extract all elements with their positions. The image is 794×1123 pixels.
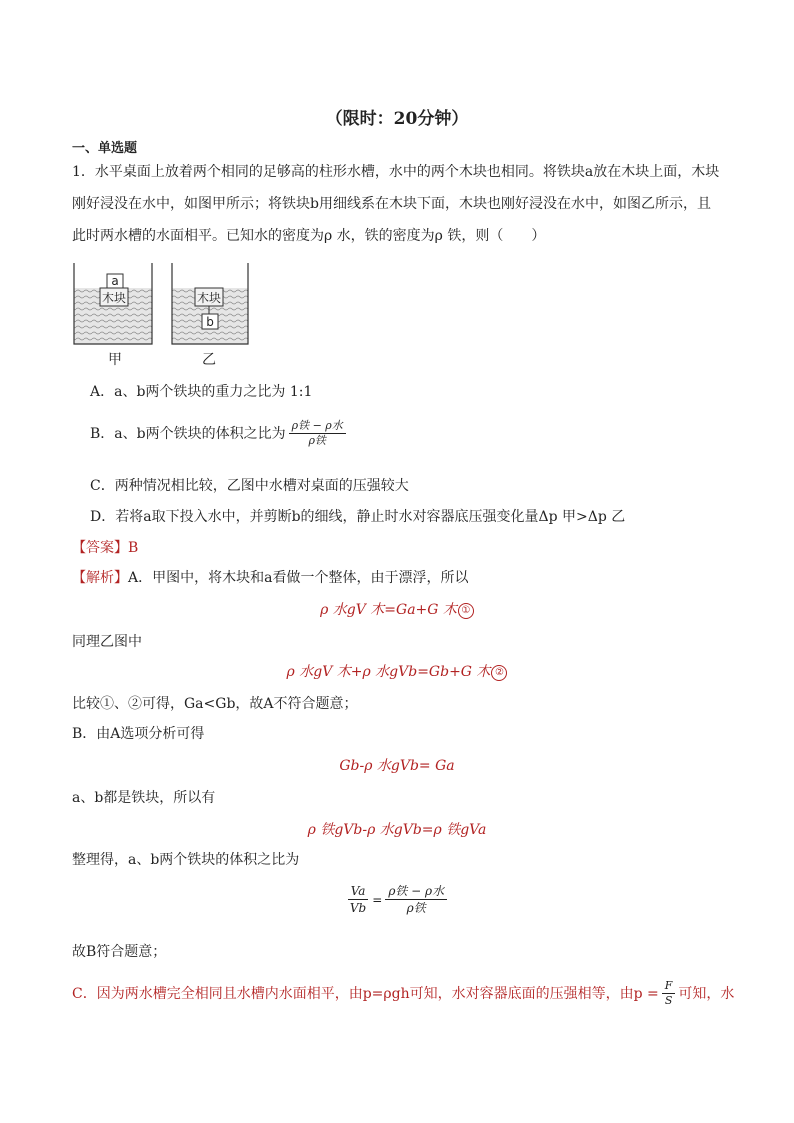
analysis-arrange: 整理得，a、b两个铁块的体积之比为 (72, 852, 300, 868)
question-line-2: 刚好浸没在水中，如图甲所示；将铁块b用细线系在木块下面，木块也刚好浸没在水中，如图乙所示，且 (72, 196, 711, 212)
equation-1 (0, 602, 794, 619)
analysis-c-part2: 可知，水 (678, 985, 735, 1002)
equation-1-marker: ① (458, 603, 474, 619)
option-a: A．a、b两个铁块的重力之比为 1:1 (90, 384, 313, 400)
analysis-same: 同理乙图中 (72, 634, 142, 650)
ratio-right-fraction (385, 884, 447, 915)
question-line-3: 此时两水槽的水面相平。已知水的密度为ρ 水，铁的密度为ρ 铁，则（ ） (72, 228, 546, 244)
block-a-label: a (111, 274, 119, 288)
equation-1-text: ρ 水gV 木=Ga+G 木 (320, 602, 457, 618)
wood-label-yi: 木块 (196, 291, 222, 305)
option-d: D．若将a取下投入水中，并剪断b的细线，静止时水对容器底压强变化量Δp 甲>Δp 乙 (90, 509, 626, 525)
label-jia: 甲 (108, 352, 122, 368)
analysis-c-line (72, 980, 734, 1007)
analysis-tag: 【解析】 (72, 570, 128, 586)
ratio-left-numerator: Va (348, 884, 369, 900)
ratio-equals: = (372, 892, 383, 907)
equation-2 (0, 664, 794, 681)
tank-yi (172, 263, 248, 344)
pressure-numerator: F (662, 980, 676, 994)
section-heading: 一、单选题 (72, 141, 138, 156)
page-title: （限时：20分钟） (325, 109, 469, 129)
analysis-b-intro: B．由A选项分析可得 (72, 726, 205, 742)
analysis-compare: 比较①、②可得，Ga<Gb，故A不符合题意； (72, 696, 358, 712)
option-b-text: B．a、b两个铁块的体积之比为 (90, 425, 286, 442)
ratio-left-fraction (347, 884, 369, 915)
question-line-1: 1．水平桌面上放着两个相同的足够高的柱形水槽，水中的两个木块也相同。将铁块a放在木块上面，木块 (72, 164, 720, 180)
pressure-denominator: S (664, 994, 673, 1007)
analysis-intro-text: A．甲图中，将木块和a看做一个整体，由于漂浮，所以 (128, 570, 469, 586)
equation-3: Gb-ρ 水gVb= Ga (339, 758, 455, 774)
answer-value: B (128, 540, 139, 556)
analysis-both-iron: a、b都是铁块，所以有 (72, 790, 216, 806)
block-b-label: b (206, 315, 214, 329)
option-b-denominator: ρ铁 (308, 434, 326, 447)
answer-tag: 【答案】 (72, 540, 128, 556)
tank-figure (68, 258, 258, 370)
equation-2-marker: ② (491, 665, 507, 681)
answer-line (72, 540, 138, 556)
wood-label-jia: 木块 (101, 291, 127, 305)
ratio-right-numerator: ρ铁 − ρ水 (385, 884, 447, 900)
analysis-c-part1: C．因为两水槽完全相同且水槽内水面相平，由p=ρgh可知，水对容器底面的压强相等，由p = (72, 985, 659, 1002)
equation-2-text: ρ 水gV 木+ρ 水gVb=Gb+G 木 (286, 664, 491, 680)
analysis-intro (72, 570, 468, 586)
pressure-fraction (662, 980, 676, 1007)
option-b-numerator: ρ铁 − ρ水 (289, 420, 346, 434)
tank-jia (74, 263, 152, 344)
option-b (90, 420, 349, 447)
option-b-fraction (289, 420, 346, 447)
analysis-b-conclusion: 故B符合题意； (72, 944, 167, 960)
option-c: C．两种情况相比较，乙图中水槽对桌面的压强较大 (90, 478, 409, 494)
label-yi: 乙 (202, 352, 216, 368)
ratio-left-denominator: Vb (349, 901, 367, 915)
equation-4: ρ 铁gVb-ρ 水gVb=ρ 铁gVa (307, 822, 487, 838)
ratio-right-denominator: ρ铁 (406, 901, 426, 915)
ratio-equation (0, 884, 794, 915)
